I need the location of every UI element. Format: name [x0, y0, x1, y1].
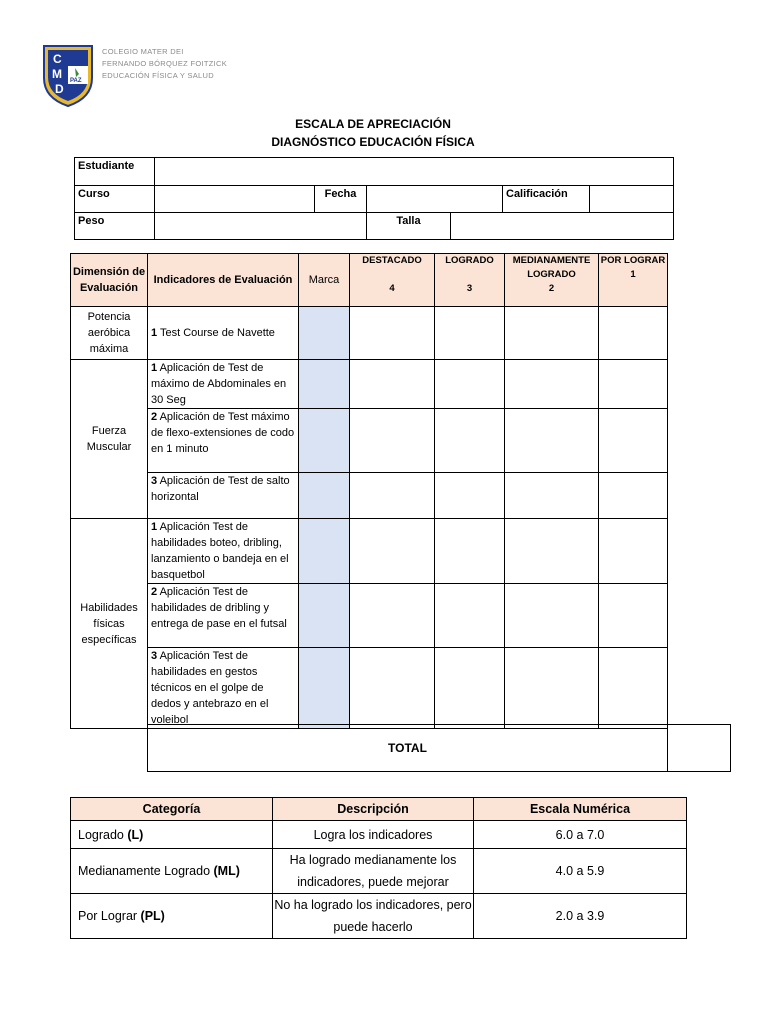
- estudiante-field[interactable]: [155, 158, 674, 186]
- indicator-text: Aplicación de Test máximo de flexo-extensiones de codo en 1 minuto: [151, 411, 295, 455]
- indicator-cell: [148, 473, 299, 519]
- total-label: TOTAL: [148, 725, 668, 772]
- indicator-number: 1: [151, 327, 158, 339]
- score-cell-medianamente[interactable]: [505, 519, 599, 584]
- indicator-cell: [148, 409, 299, 473]
- category-abbr: (ML): [213, 864, 240, 878]
- category-header-descripcion: Descripción: [273, 798, 474, 821]
- score-cell-porlograr[interactable]: [599, 409, 668, 473]
- marca-cell[interactable]: [299, 584, 350, 648]
- category-description: Logra los indicadores: [273, 821, 474, 849]
- score-cell-porlograr[interactable]: [599, 360, 668, 409]
- curso-label: Curso: [75, 186, 155, 213]
- category-abbr: (L): [127, 827, 144, 842]
- score-cell-destacado[interactable]: [350, 360, 435, 409]
- score-cell-medianamente[interactable]: [505, 307, 599, 360]
- indicator-number: 2: [151, 586, 158, 598]
- total-table: [147, 724, 731, 772]
- score-cell-destacado[interactable]: [350, 519, 435, 584]
- header-destacado: [350, 254, 435, 307]
- peso-label: Peso: [75, 213, 155, 240]
- fecha-field[interactable]: [367, 186, 503, 213]
- category-name: [71, 849, 273, 894]
- indicator-cell: [148, 360, 299, 409]
- category-description: No ha logrado los indicadores, pero puede hacerlo: [273, 894, 474, 939]
- dimension-cell: Habilidades físicas específicas: [71, 519, 148, 729]
- table-row: [71, 519, 668, 584]
- category-name-text: Medianamente Logrado: [78, 864, 214, 878]
- header-medianamente-label: MEDIANAMENTE LOGRADO: [512, 255, 591, 280]
- score-cell-logrado[interactable]: [435, 473, 505, 519]
- category-scale: 2.0 a 3.9: [474, 894, 687, 939]
- category-name: [71, 894, 273, 939]
- category-description: Ha logrado medianamente los indicadores, puede mejorar: [273, 849, 474, 894]
- header-porlograr: [599, 254, 668, 307]
- indicator-number: 2: [151, 411, 158, 423]
- score-cell-medianamente[interactable]: [505, 360, 599, 409]
- score-cell-medianamente[interactable]: [505, 584, 599, 648]
- calificacion-field[interactable]: [590, 186, 674, 213]
- school-crest-icon: [42, 44, 94, 108]
- indicator-cell: [148, 307, 299, 360]
- marca-cell[interactable]: [299, 473, 350, 519]
- logo-badge-text: PAZ: [70, 78, 82, 84]
- estudiante-label: Estudiante: [75, 158, 155, 186]
- score-cell-destacado[interactable]: [350, 648, 435, 729]
- dimension-cell: Fuerza Muscular: [71, 360, 148, 519]
- dimension-cell: Potencia aeróbica máxima: [71, 307, 148, 360]
- category-header-escala: Escala Numérica: [474, 798, 687, 821]
- table-row: [71, 584, 668, 648]
- header-indicadores: Indicadores de Evaluación: [148, 254, 299, 307]
- score-cell-porlograr[interactable]: [599, 584, 668, 648]
- indicator-text: Test Course de Navette: [157, 327, 275, 339]
- score-cell-destacado[interactable]: [350, 409, 435, 473]
- document-title: ESCALA DE APRECIACIÓN: [295, 117, 451, 131]
- score-cell-destacado[interactable]: [350, 473, 435, 519]
- score-cell-logrado[interactable]: [435, 307, 505, 360]
- category-scale: 4.0 a 5.9: [474, 849, 687, 894]
- table-row: [71, 473, 668, 519]
- calificacion-label: Calificación: [503, 186, 590, 213]
- fecha-label: Fecha: [315, 186, 367, 213]
- marca-cell[interactable]: [299, 648, 350, 729]
- score-cell-destacado[interactable]: [350, 584, 435, 648]
- header-medianamente-value: 2: [548, 283, 555, 294]
- indicator-text: Aplicación de Test de salto horizontal: [151, 475, 290, 503]
- header-dimension: Dimensión de Evaluación: [71, 254, 148, 307]
- header-porlograr-value: 1: [630, 269, 636, 280]
- table-row: [71, 409, 668, 473]
- talla-label: Talla: [367, 213, 451, 240]
- header-medianamente: [505, 254, 599, 307]
- peso-field[interactable]: [155, 213, 367, 240]
- category-name-text: Logrado: [78, 827, 128, 842]
- category-name-text: Por Lograr: [78, 909, 141, 923]
- score-cell-porlograr[interactable]: [599, 307, 668, 360]
- indicator-number: 1: [151, 362, 158, 374]
- indicator-number: 3: [151, 475, 158, 487]
- header-destacado-label: DESTACADO: [362, 255, 422, 266]
- score-cell-logrado[interactable]: [435, 360, 505, 409]
- curso-field[interactable]: [155, 186, 315, 213]
- indicator-text: Aplicación Test de habilidades boteo, dribling, lanzamiento o bandeja en el basquetbol: [151, 521, 289, 581]
- indicator-cell: [148, 519, 299, 584]
- header-logrado-value: 3: [466, 283, 473, 294]
- score-cell-medianamente[interactable]: [505, 409, 599, 473]
- category-scale: 6.0 a 7.0: [474, 821, 687, 849]
- document-subtitle: DIAGNÓSTICO EDUCACIÓN FÍSICA: [271, 135, 475, 149]
- category-abbr: (PL): [140, 909, 165, 923]
- logo-letter-m: M: [52, 67, 62, 81]
- indicator-text: Aplicación Test de habilidades de dribling y entrega de pase en el futsal: [151, 586, 287, 630]
- score-cell-porlograr[interactable]: [599, 519, 668, 584]
- category-table: [70, 797, 687, 939]
- indicator-text: Aplicación Test de habilidades en gestos técnicos en el golpe de dedos y antebrazo en el voleibol: [151, 650, 269, 726]
- table-row: [71, 360, 668, 409]
- category-row: [71, 821, 687, 849]
- indicator-text: Aplicación de Test de máximo de Abdominales en 30 Seg: [151, 362, 287, 406]
- indicator-cell: [148, 648, 299, 729]
- header-destacado-value: 4: [389, 283, 395, 294]
- category-row: [71, 849, 687, 894]
- score-cell-destacado[interactable]: [350, 307, 435, 360]
- category-row: [71, 894, 687, 939]
- student-info-table: [74, 157, 674, 240]
- logo-letter-d: D: [55, 82, 64, 96]
- score-cell-medianamente[interactable]: [505, 473, 599, 519]
- score-cell-logrado[interactable]: [435, 648, 505, 729]
- header-logrado: [435, 254, 505, 307]
- school-logo: [42, 44, 94, 108]
- header-porlograr-label: POR LOGRAR: [600, 255, 666, 266]
- logo-letter-c: C: [53, 52, 62, 66]
- indicator-number: 1: [151, 521, 158, 533]
- table-row: [71, 648, 668, 729]
- score-cell-porlograr[interactable]: [599, 648, 668, 729]
- marca-cell[interactable]: [299, 307, 350, 360]
- indicator-number: 3: [151, 650, 158, 662]
- total-value-field[interactable]: [668, 725, 731, 772]
- category-header-categoria: Categoría: [71, 798, 273, 821]
- marca-cell[interactable]: [299, 360, 350, 409]
- evaluation-table: [70, 253, 668, 729]
- talla-field[interactable]: [451, 213, 674, 240]
- table-row: [71, 307, 668, 360]
- header-logrado-label: LOGRADO: [445, 255, 494, 266]
- score-cell-porlograr[interactable]: [599, 473, 668, 519]
- school-name-line-3: EDUCACIÓN FÍSICA Y SALUD: [102, 71, 214, 80]
- school-name-line-2: FERNANDO BÓRQUEZ FOITZICK: [102, 59, 228, 68]
- marca-cell[interactable]: [299, 409, 350, 473]
- marca-cell[interactable]: [299, 519, 350, 584]
- score-cell-logrado[interactable]: [435, 584, 505, 648]
- score-cell-logrado[interactable]: [435, 519, 505, 584]
- school-name-line-1: COLEGIO MATER DEI: [102, 47, 184, 56]
- indicator-cell: [148, 584, 299, 648]
- score-cell-logrado[interactable]: [435, 409, 505, 473]
- score-cell-medianamente[interactable]: [505, 648, 599, 729]
- category-name: [71, 821, 273, 849]
- header-marca: Marca: [299, 254, 350, 307]
